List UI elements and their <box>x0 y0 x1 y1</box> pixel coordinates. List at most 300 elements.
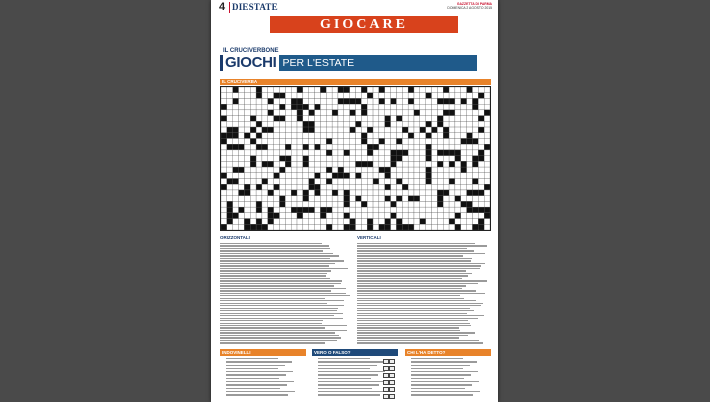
crossword-cell[interactable] <box>262 156 268 162</box>
crossword-cell[interactable] <box>279 173 285 179</box>
crossword-cell[interactable] <box>262 219 268 225</box>
crossword-cell[interactable] <box>391 121 397 127</box>
crossword-cell[interactable] <box>250 167 256 173</box>
crossword-cell[interactable] <box>279 219 285 225</box>
crossword-cell[interactable] <box>391 104 397 110</box>
crossword-cell[interactable] <box>239 224 245 230</box>
crossword-cell[interactable] <box>408 127 414 133</box>
crossword-cell[interactable] <box>221 213 227 219</box>
crossword-cell[interactable] <box>297 179 303 185</box>
crossword-cell[interactable] <box>361 179 367 185</box>
crossword-cell[interactable] <box>455 104 461 110</box>
crossword-cell[interactable] <box>472 116 478 122</box>
crossword-cell[interactable] <box>432 207 438 213</box>
crossword-cell[interactable] <box>315 167 321 173</box>
crossword-cell[interactable] <box>356 184 362 190</box>
crossword-cell[interactable] <box>285 133 291 139</box>
crossword-cell[interactable] <box>432 144 438 150</box>
crossword-cell[interactable] <box>443 224 449 230</box>
crossword-cell[interactable] <box>484 150 490 156</box>
crossword-cell[interactable] <box>297 138 303 144</box>
crossword-cell[interactable] <box>279 179 285 185</box>
crossword-cell[interactable] <box>420 144 426 150</box>
crossword-cell[interactable] <box>414 156 420 162</box>
crossword-cell[interactable] <box>467 219 473 225</box>
crossword-cell[interactable] <box>432 179 438 185</box>
crossword-cell[interactable] <box>239 150 245 156</box>
crossword-cell[interactable] <box>350 167 356 173</box>
crossword-cell[interactable] <box>221 150 227 156</box>
crossword-cell[interactable] <box>262 121 268 127</box>
crossword-cell[interactable] <box>221 121 227 127</box>
crossword-cell[interactable] <box>426 110 432 116</box>
crossword-cell[interactable] <box>338 190 344 196</box>
crossword-cell[interactable] <box>426 161 432 167</box>
crossword-cell[interactable] <box>250 93 256 99</box>
crossword-cell[interactable] <box>309 173 315 179</box>
crossword-cell[interactable] <box>268 156 274 162</box>
crossword-cell[interactable] <box>227 196 233 202</box>
crossword-cell[interactable] <box>414 104 420 110</box>
crossword-cell[interactable] <box>414 138 420 144</box>
crossword-cell[interactable] <box>285 184 291 190</box>
crossword-cell[interactable] <box>379 201 385 207</box>
crossword-cell[interactable] <box>244 150 250 156</box>
crossword-cell[interactable] <box>221 110 227 116</box>
crossword-cell[interactable] <box>297 201 303 207</box>
crossword-cell[interactable] <box>432 201 438 207</box>
crossword-cell[interactable] <box>367 167 373 173</box>
crossword-cell[interactable] <box>379 144 385 150</box>
crossword-cell[interactable] <box>239 121 245 127</box>
crossword-cell[interactable] <box>455 121 461 127</box>
crossword-cell[interactable] <box>478 144 484 150</box>
crossword-cell[interactable] <box>461 213 467 219</box>
crossword-cell[interactable] <box>291 150 297 156</box>
crossword-cell[interactable] <box>449 121 455 127</box>
crossword-cell[interactable] <box>285 173 291 179</box>
crossword-cell[interactable] <box>239 213 245 219</box>
crossword-cell[interactable] <box>350 161 356 167</box>
crossword-cell[interactable] <box>373 138 379 144</box>
crossword-cell[interactable] <box>344 207 350 213</box>
crossword-cell[interactable] <box>303 167 309 173</box>
crossword-cell[interactable] <box>437 144 443 150</box>
crossword-cell[interactable] <box>373 196 379 202</box>
false-checkbox[interactable] <box>383 359 389 364</box>
crossword-cell[interactable] <box>420 87 426 93</box>
crossword-cell[interactable] <box>344 121 350 127</box>
crossword-cell[interactable] <box>262 133 268 139</box>
crossword-cell[interactable] <box>420 179 426 185</box>
crossword-cell[interactable] <box>402 213 408 219</box>
crossword-cell[interactable] <box>391 87 397 93</box>
crossword-cell[interactable] <box>455 167 461 173</box>
crossword-cell[interactable] <box>291 156 297 162</box>
crossword-cell[interactable] <box>315 87 321 93</box>
crossword-cell[interactable] <box>373 161 379 167</box>
true-checkbox[interactable] <box>389 366 395 371</box>
crossword-cell[interactable] <box>443 104 449 110</box>
crossword-cell[interactable] <box>326 196 332 202</box>
crossword-cell[interactable] <box>461 93 467 99</box>
crossword-cell[interactable] <box>262 207 268 213</box>
crossword-cell[interactable] <box>233 201 239 207</box>
crossword-cell[interactable] <box>461 127 467 133</box>
crossword-cell[interactable] <box>396 167 402 173</box>
crossword-cell[interactable] <box>320 156 326 162</box>
crossword-cell[interactable] <box>332 98 338 104</box>
crossword-cell[interactable] <box>408 93 414 99</box>
crossword-cell[interactable] <box>432 190 438 196</box>
crossword-cell[interactable] <box>443 184 449 190</box>
crossword-cell[interactable] <box>484 219 490 225</box>
crossword-cell[interactable] <box>432 133 438 139</box>
crossword-cell[interactable] <box>373 150 379 156</box>
crossword-cell[interactable] <box>250 104 256 110</box>
crossword-cell[interactable] <box>472 87 478 93</box>
crossword-cell[interactable] <box>379 190 385 196</box>
crossword-cell[interactable] <box>221 201 227 207</box>
crossword-cell[interactable] <box>303 116 309 122</box>
crossword-cell[interactable] <box>244 93 250 99</box>
crossword-cell[interactable] <box>350 138 356 144</box>
crossword-cell[interactable] <box>344 144 350 150</box>
crossword-cell[interactable] <box>408 184 414 190</box>
crossword-cell[interactable] <box>297 173 303 179</box>
crossword-cell[interactable] <box>338 138 344 144</box>
crossword-cell[interactable] <box>315 116 321 122</box>
crossword-cell[interactable] <box>279 144 285 150</box>
crossword-cell[interactable] <box>279 190 285 196</box>
crossword-cell[interactable] <box>227 121 233 127</box>
crossword-cell[interactable] <box>256 156 262 162</box>
crossword-cell[interactable] <box>285 93 291 99</box>
crossword-cell[interactable] <box>350 190 356 196</box>
crossword-cell[interactable] <box>455 127 461 133</box>
crossword-cell[interactable] <box>432 161 438 167</box>
crossword-cell[interactable] <box>279 138 285 144</box>
crossword-cell[interactable] <box>279 133 285 139</box>
crossword-cell[interactable] <box>379 110 385 116</box>
crossword-cell[interactable] <box>256 98 262 104</box>
crossword-cell[interactable] <box>373 173 379 179</box>
crossword-cell[interactable] <box>279 224 285 230</box>
crossword-cell[interactable] <box>344 110 350 116</box>
crossword-cell[interactable] <box>268 179 274 185</box>
crossword-cell[interactable] <box>344 116 350 122</box>
crossword-cell[interactable] <box>285 116 291 122</box>
crossword-cell[interactable] <box>484 138 490 144</box>
crossword-cell[interactable] <box>344 93 350 99</box>
crossword-cell[interactable] <box>239 156 245 162</box>
crossword-cell[interactable] <box>396 121 402 127</box>
crossword-cell[interactable] <box>303 184 309 190</box>
crossword-cell[interactable] <box>414 144 420 150</box>
crossword-cell[interactable] <box>420 156 426 162</box>
crossword-cell[interactable] <box>361 184 367 190</box>
crossword-cell[interactable] <box>478 213 484 219</box>
crossword-cell[interactable] <box>367 179 373 185</box>
crossword-cell[interactable] <box>309 156 315 162</box>
crossword-cell[interactable] <box>250 207 256 213</box>
crossword-cell[interactable] <box>256 110 262 116</box>
crossword-cell[interactable] <box>408 190 414 196</box>
crossword-cell[interactable] <box>250 179 256 185</box>
crossword-cell[interactable] <box>268 167 274 173</box>
crossword-cell[interactable] <box>315 219 321 225</box>
crossword-cell[interactable] <box>455 173 461 179</box>
crossword-cell[interactable] <box>350 93 356 99</box>
crossword-cell[interactable] <box>449 133 455 139</box>
crossword-cell[interactable] <box>221 167 227 173</box>
crossword-cell[interactable] <box>244 201 250 207</box>
crossword-cell[interactable] <box>262 138 268 144</box>
crossword-cell[interactable] <box>303 179 309 185</box>
crossword-cell[interactable] <box>320 224 326 230</box>
crossword-cell[interactable] <box>279 87 285 93</box>
crossword-cell[interactable] <box>344 161 350 167</box>
crossword-cell[interactable] <box>467 184 473 190</box>
crossword-cell[interactable] <box>239 161 245 167</box>
crossword-cell[interactable] <box>350 207 356 213</box>
crossword-cell[interactable] <box>309 167 315 173</box>
crossword-cell[interactable] <box>344 127 350 133</box>
crossword-cell[interactable] <box>291 161 297 167</box>
crossword-cell[interactable] <box>449 201 455 207</box>
crossword-cell[interactable] <box>455 190 461 196</box>
crossword-cell[interactable] <box>344 184 350 190</box>
crossword-cell[interactable] <box>250 150 256 156</box>
crossword-cell[interactable] <box>391 179 397 185</box>
crossword-cell[interactable] <box>367 87 373 93</box>
crossword-cell[interactable] <box>437 156 443 162</box>
crossword-cell[interactable] <box>233 156 239 162</box>
crossword-cell[interactable] <box>332 133 338 139</box>
crossword-cell[interactable] <box>461 87 467 93</box>
crossword-cell[interactable] <box>244 173 250 179</box>
crossword-cell[interactable] <box>262 196 268 202</box>
crossword-cell[interactable] <box>437 224 443 230</box>
crossword-cell[interactable] <box>262 190 268 196</box>
crossword-cell[interactable] <box>373 167 379 173</box>
crossword-cell[interactable] <box>426 207 432 213</box>
crossword-cell[interactable] <box>250 144 256 150</box>
crossword-cell[interactable] <box>309 190 315 196</box>
crossword-cell[interactable] <box>338 121 344 127</box>
crossword-cell[interactable] <box>414 121 420 127</box>
crossword-cell[interactable] <box>320 144 326 150</box>
crossword-cell[interactable] <box>262 201 268 207</box>
crossword-cell[interactable] <box>408 167 414 173</box>
crossword-cell[interactable] <box>391 196 397 202</box>
crossword-cell[interactable] <box>478 184 484 190</box>
crossword-cell[interactable] <box>326 110 332 116</box>
crossword-cell[interactable] <box>402 93 408 99</box>
crossword-cell[interactable] <box>326 144 332 150</box>
crossword-cell[interactable] <box>484 104 490 110</box>
crossword-cell[interactable] <box>461 104 467 110</box>
crossword-cell[interactable] <box>385 201 391 207</box>
crossword-cell[interactable] <box>426 190 432 196</box>
crossword-cell[interactable] <box>408 179 414 185</box>
crossword-cell[interactable] <box>385 104 391 110</box>
crossword-cell[interactable] <box>244 196 250 202</box>
crossword-cell[interactable] <box>274 196 280 202</box>
crossword-cell[interactable] <box>250 173 256 179</box>
crossword-cell[interactable] <box>221 98 227 104</box>
crossword-cell[interactable] <box>426 127 432 133</box>
crossword-cell[interactable] <box>449 184 455 190</box>
crossword-cell[interactable] <box>361 156 367 162</box>
crossword-cell[interactable] <box>291 196 297 202</box>
crossword-cell[interactable] <box>379 116 385 122</box>
crossword-cell[interactable] <box>391 138 397 144</box>
crossword-cell[interactable] <box>467 161 473 167</box>
crossword-cell[interactable] <box>379 156 385 162</box>
crossword-cell[interactable] <box>274 133 280 139</box>
crossword-cell[interactable] <box>373 93 379 99</box>
crossword-cell[interactable] <box>309 138 315 144</box>
crossword-cell[interactable] <box>443 173 449 179</box>
crossword-cell[interactable] <box>461 224 467 230</box>
crossword-cell[interactable] <box>297 167 303 173</box>
crossword-cell[interactable] <box>379 184 385 190</box>
crossword-cell[interactable] <box>332 161 338 167</box>
crossword-cell[interactable] <box>350 184 356 190</box>
crossword-cell[interactable] <box>402 161 408 167</box>
crossword-cell[interactable] <box>414 173 420 179</box>
crossword-cell[interactable] <box>455 201 461 207</box>
crossword-cell[interactable] <box>320 179 326 185</box>
crossword-cell[interactable] <box>449 116 455 122</box>
crossword-cell[interactable] <box>262 184 268 190</box>
crossword-cell[interactable] <box>221 196 227 202</box>
crossword-cell[interactable] <box>338 116 344 122</box>
crossword-cell[interactable] <box>239 127 245 133</box>
crossword-cell[interactable] <box>367 173 373 179</box>
crossword-cell[interactable] <box>279 150 285 156</box>
crossword-cell[interactable] <box>385 144 391 150</box>
crossword-cell[interactable] <box>437 127 443 133</box>
crossword-cell[interactable] <box>338 196 344 202</box>
crossword-cell[interactable] <box>478 173 484 179</box>
crossword-cell[interactable] <box>396 87 402 93</box>
crossword-cell[interactable] <box>391 219 397 225</box>
crossword-cell[interactable] <box>420 213 426 219</box>
crossword-cell[interactable] <box>391 167 397 173</box>
crossword-cell[interactable] <box>233 184 239 190</box>
crossword-cell[interactable] <box>344 133 350 139</box>
crossword-cell[interactable] <box>449 104 455 110</box>
crossword-cell[interactable] <box>472 144 478 150</box>
crossword-cell[interactable] <box>309 116 315 122</box>
crossword-cell[interactable] <box>461 179 467 185</box>
crossword-cell[interactable] <box>227 116 233 122</box>
crossword-cell[interactable] <box>478 104 484 110</box>
crossword-cell[interactable] <box>373 224 379 230</box>
crossword-cell[interactable] <box>432 98 438 104</box>
crossword-cell[interactable] <box>373 87 379 93</box>
crossword-cell[interactable] <box>408 156 414 162</box>
crossword-cell[interactable] <box>373 156 379 162</box>
crossword-cell[interactable] <box>367 104 373 110</box>
crossword-cell[interactable] <box>472 150 478 156</box>
crossword-cell[interactable] <box>320 127 326 133</box>
crossword-cell[interactable] <box>361 167 367 173</box>
crossword-cell[interactable] <box>309 196 315 202</box>
crossword-cell[interactable] <box>233 104 239 110</box>
crossword-cell[interactable] <box>256 116 262 122</box>
crossword-cell[interactable] <box>227 224 233 230</box>
crossword-cell[interactable] <box>420 93 426 99</box>
crossword-cell[interactable] <box>315 138 321 144</box>
crossword-cell[interactable] <box>279 127 285 133</box>
crossword-cell[interactable] <box>484 201 490 207</box>
crossword-cell[interactable] <box>320 150 326 156</box>
crossword-cell[interactable] <box>326 133 332 139</box>
crossword-cell[interactable] <box>244 167 250 173</box>
crossword-cell[interactable] <box>250 201 256 207</box>
crossword-cell[interactable] <box>373 116 379 122</box>
crossword-cell[interactable] <box>432 150 438 156</box>
crossword-cell[interactable] <box>274 87 280 93</box>
crossword-cell[interactable] <box>455 184 461 190</box>
crossword-cell[interactable] <box>414 93 420 99</box>
crossword-cell[interactable] <box>326 201 332 207</box>
crossword-cell[interactable] <box>461 150 467 156</box>
crossword-cell[interactable] <box>385 87 391 93</box>
crossword-cell[interactable] <box>320 196 326 202</box>
crossword-cell[interactable] <box>356 219 362 225</box>
crossword-cell[interactable] <box>443 116 449 122</box>
crossword-cell[interactable] <box>367 156 373 162</box>
crossword-cell[interactable] <box>408 201 414 207</box>
crossword-cell[interactable] <box>478 110 484 116</box>
crossword-cell[interactable] <box>432 213 438 219</box>
crossword-cell[interactable] <box>408 104 414 110</box>
crossword-cell[interactable] <box>402 116 408 122</box>
crossword-cell[interactable] <box>244 121 250 127</box>
crossword-cell[interactable] <box>367 138 373 144</box>
crossword-cell[interactable] <box>250 213 256 219</box>
crossword-cell[interactable] <box>467 179 473 185</box>
crossword-cell[interactable] <box>227 190 233 196</box>
crossword-cell[interactable] <box>315 207 321 213</box>
crossword-cell[interactable] <box>221 144 227 150</box>
crossword-cell[interactable] <box>297 224 303 230</box>
crossword-cell[interactable] <box>332 150 338 156</box>
crossword-cell[interactable] <box>356 156 362 162</box>
crossword-cell[interactable] <box>472 167 478 173</box>
crossword-cell[interactable] <box>279 161 285 167</box>
crossword-cell[interactable] <box>268 144 274 150</box>
crossword-cell[interactable] <box>297 93 303 99</box>
crossword-cell[interactable] <box>402 179 408 185</box>
crossword-cell[interactable] <box>326 87 332 93</box>
crossword-cell[interactable] <box>332 213 338 219</box>
crossword-cell[interactable] <box>320 133 326 139</box>
crossword-cell[interactable] <box>461 184 467 190</box>
crossword-cell[interactable] <box>274 144 280 150</box>
crossword-cell[interactable] <box>332 167 338 173</box>
crossword-cell[interactable] <box>472 127 478 133</box>
crossword-cell[interactable] <box>467 110 473 116</box>
crossword-cell[interactable] <box>420 190 426 196</box>
crossword-cell[interactable] <box>350 179 356 185</box>
crossword-cell[interactable] <box>472 110 478 116</box>
crossword-cell[interactable] <box>291 224 297 230</box>
